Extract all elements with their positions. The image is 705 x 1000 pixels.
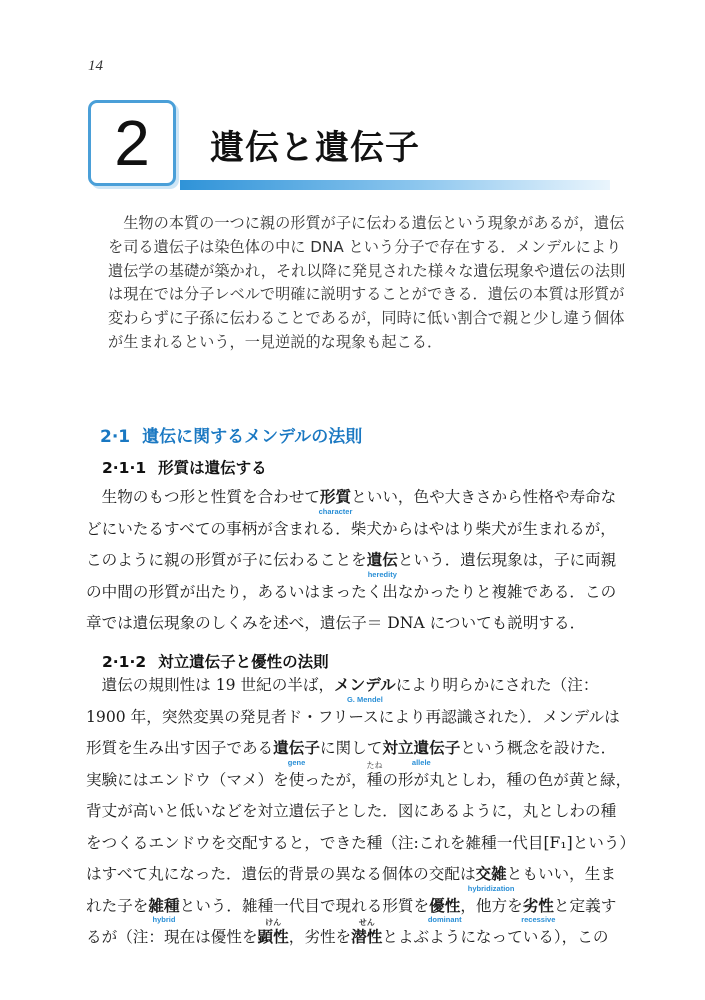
text-run: により明らかにされた（注： xyxy=(395,676,599,694)
text-line xyxy=(86,482,616,514)
key-term xyxy=(334,670,396,702)
term-gloss: hybrid xyxy=(152,915,176,924)
key-term xyxy=(257,918,289,954)
text-line: 章では遺伝現象のしくみを述べ，遺伝子＝ DNA についても説明する． xyxy=(86,614,586,632)
text-run: 生物のもつ形と性質を合わせて xyxy=(86,488,320,506)
text-run: とよぶようになっている），この xyxy=(382,928,609,946)
intro-line: が生まれるという，一見逆説的な現象も起こる． xyxy=(108,332,443,351)
text-line xyxy=(86,670,616,702)
text-line: どにいたるすべての事柄が含まれる．柴犬からはやはり柴犬が生まれるが， xyxy=(86,519,616,538)
text-line xyxy=(86,859,616,891)
key-term xyxy=(367,545,398,577)
text-run: という．遺伝現象は，子に両親 xyxy=(397,551,617,569)
intro-line: 変わらずに子孫に伝わることであるが，同時に低い割合で親と少し違う個体 xyxy=(108,309,625,328)
text-run: 遺伝の規則性は 19 世紀の半ば， xyxy=(86,676,335,694)
term-gloss: character xyxy=(318,506,353,516)
term-text: 優性 xyxy=(429,896,461,915)
term-gloss: G. Mendel xyxy=(346,694,383,704)
intro-line: 遺伝学の基礎が築かれ，それ以降に発見された様々な遺伝現象や遺伝の法則 xyxy=(108,261,626,280)
term-text: 遺伝 xyxy=(366,551,398,569)
key-term xyxy=(429,891,460,923)
chapter-title-underline xyxy=(180,180,610,190)
subsection-heading xyxy=(102,650,329,672)
text-line xyxy=(86,545,616,577)
key-term xyxy=(320,482,351,514)
subsection-heading xyxy=(102,456,267,478)
text-run: ，他方を xyxy=(460,896,523,915)
term-gloss: recessive xyxy=(521,915,556,924)
key-term xyxy=(351,918,383,954)
ruby-base: 種 xyxy=(366,770,383,789)
term-text: 形質 xyxy=(319,488,352,506)
text-line xyxy=(86,733,616,765)
key-term xyxy=(467,859,515,893)
text-run: ともいい，生ま xyxy=(506,865,616,883)
text-run: に関して xyxy=(319,739,383,757)
chapter-number-box xyxy=(88,100,176,186)
text-run: れた子を xyxy=(86,896,149,915)
term-gloss: allele xyxy=(411,757,431,767)
subsection-title: 対立遺伝子と優性の法則 xyxy=(158,653,329,671)
key-term xyxy=(523,891,554,923)
text-run: 実験にはエンドウ（マメ）を使ったが， xyxy=(86,770,367,789)
term-text: 劣性 xyxy=(522,896,554,915)
ruby-reading: せん xyxy=(358,918,375,927)
term-text: メンデル xyxy=(334,676,396,694)
intro-line: を司る遺伝子は染色体の中に DNA という分子で存在する．メンデルにより xyxy=(108,237,622,256)
text-run: と定義す xyxy=(553,896,617,915)
term-text: 交雑 xyxy=(475,865,507,883)
chapter-intro xyxy=(108,212,626,355)
text-run: るが（注：現在は優性を xyxy=(86,928,258,946)
section-title: 遺伝に関するメンデルの法則 xyxy=(142,427,363,447)
text-run: といい，色や大きさから性格や寿命な xyxy=(351,488,617,506)
text-line: 背丈が高いと低いなどを対立遺伝子とした．図にあるように，丸としわの種 xyxy=(86,802,617,820)
term-text: 遺伝子 xyxy=(273,739,320,757)
subsection-number: 2·1·2 xyxy=(102,653,147,671)
body-paragraph xyxy=(86,670,636,954)
intro-line: 生物の本質の一つに親の形質が子に伝わる遺伝という現象があるが，遺伝 xyxy=(108,214,625,232)
term-text: 顕性 xyxy=(257,928,289,946)
term-gloss: hybridization xyxy=(467,883,515,893)
key-term xyxy=(273,733,320,765)
term-text: 潜性 xyxy=(351,928,383,946)
term-text: 対立遺伝子 xyxy=(382,739,461,757)
term-gloss: dominant xyxy=(427,915,462,924)
text-run: という概念を設けた． xyxy=(460,739,617,757)
term-gloss: gene xyxy=(287,757,306,767)
chapter-number: 2 xyxy=(114,107,150,179)
text-line: の中間の形質が出たり，あるいはまったく出なかったりと複雑である．この xyxy=(86,582,617,601)
text-run: はすべて丸になった．遺伝的背景の異なる個体の交配は xyxy=(86,865,476,883)
text-line xyxy=(86,891,616,923)
ruby-word xyxy=(366,760,383,797)
text-run: の形が丸としわ，種の色が黄と緑， xyxy=(382,770,632,789)
text-line: をつくるエンドウを交配すると，できた種（注:これを雑種一代目[F₁]という） xyxy=(86,833,636,852)
ruby-reading: たね xyxy=(366,760,383,770)
key-term xyxy=(148,891,179,923)
section-heading xyxy=(100,422,362,447)
subsection-title: 形質は遺伝する xyxy=(158,459,267,477)
text-run: ，劣性を xyxy=(288,928,352,946)
text-line: 1900 年，突然変異の発見者ド・フリースにより再認識された）．メンデルは xyxy=(86,707,620,726)
intro-line: は現在では分子レベルで明確に説明することができる．遺伝の本質は形質が xyxy=(108,285,625,304)
page-number: 14 xyxy=(88,58,103,74)
key-term xyxy=(382,733,460,765)
term-text: 雑種 xyxy=(148,896,180,915)
body-paragraph xyxy=(86,482,616,640)
ruby-reading: けん xyxy=(265,918,282,927)
subsection-number: 2·1·1 xyxy=(102,459,147,477)
term-gloss: heredity xyxy=(367,569,397,579)
section-number: 2·1 xyxy=(100,427,131,447)
text-run: 形質を生み出す因子である xyxy=(86,739,274,757)
text-run: という．雑種一代目で現れる形質を xyxy=(179,896,430,915)
chapter-title: 遺伝と遺伝子 xyxy=(210,128,420,168)
text-run: このように親の形質が子に伝わることを xyxy=(86,551,367,569)
